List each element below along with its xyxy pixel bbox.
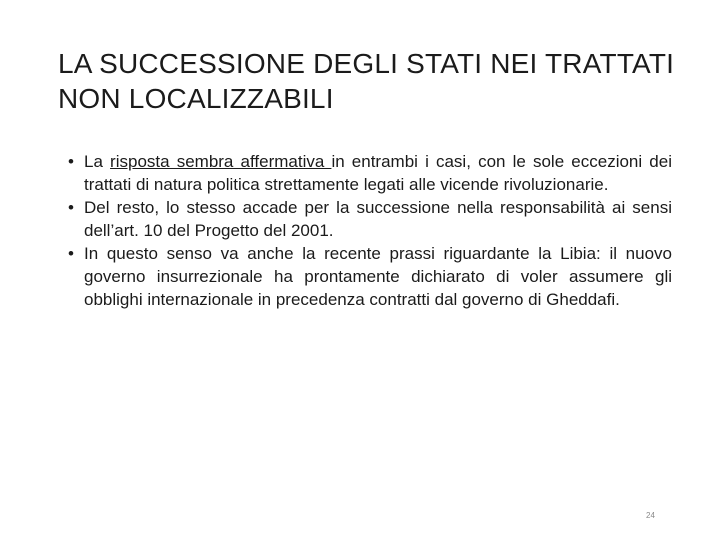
- slide-title: [58, 46, 678, 116]
- bullet-2-text: Del resto, lo stesso accade per la successione nella responsabilità ai sensi dell’art. 10 del Progetto del 2001.: [84, 198, 672, 240]
- slide-title-line-2: NON LOCALIZZABILI: [58, 83, 334, 114]
- bullet-list: [68, 150, 672, 311]
- bullet-1-prefix: La: [84, 152, 111, 171]
- bullet-item-1: [68, 150, 672, 196]
- bullet-item-3: [68, 242, 672, 311]
- bullet-marker: •: [68, 198, 74, 217]
- page-number: 24: [646, 511, 655, 520]
- bullet-1-suffix: in entrambi i casi, con le sole eccezioni dei trattati di natura politica strettamente legati alle vicende rivoluzionarie.: [84, 152, 672, 194]
- bullet-3-text: In questo senso va anche la recente prassi riguardante la Libia: il nuovo governo insurrezionale ha prontamente dichiarato di voler assumere gli obblighi internazionale in precedenza contratti dal governo di Gheddafi.: [84, 244, 672, 309]
- slide-title-line-1: LA SUCCESSIONE DEGLI STATI NEI TRATTATI: [58, 48, 675, 79]
- bullet-marker: •: [68, 244, 74, 263]
- bullet-marker: •: [68, 152, 74, 171]
- bullet-item-2: [68, 196, 672, 242]
- bullet-1-underlined-text: risposta sembra affermativa: [110, 152, 332, 171]
